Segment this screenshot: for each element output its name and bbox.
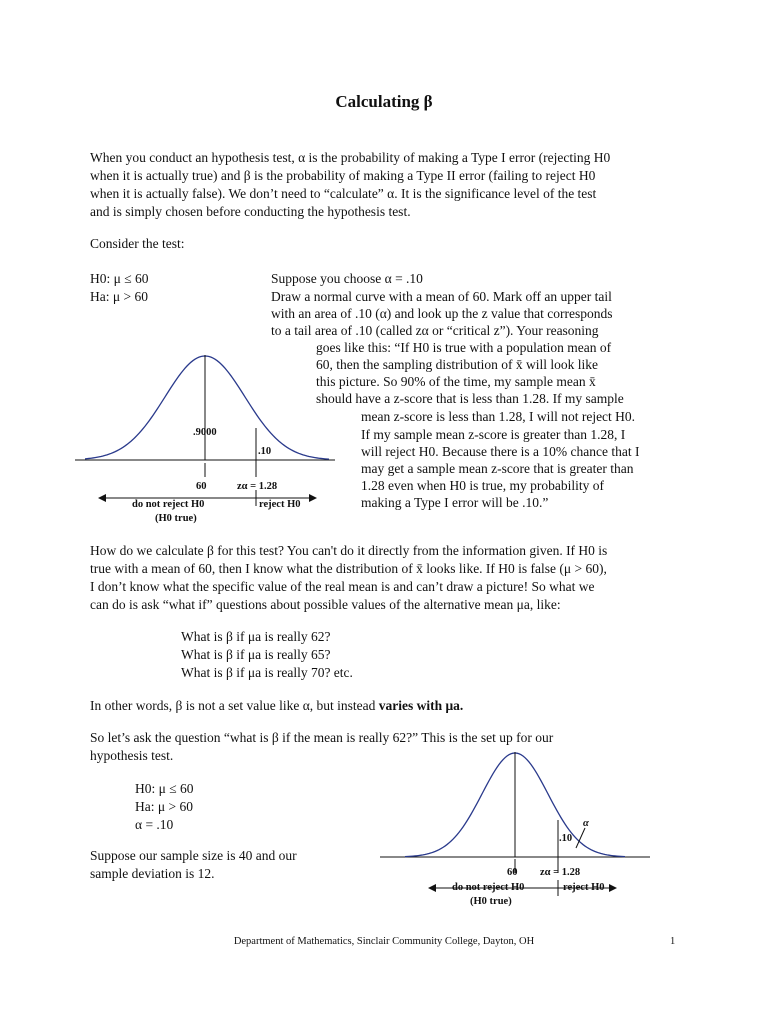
consider-text: Consider the test:: [90, 236, 185, 251]
intro-line: when it is actually false). We don’t need to “calculate” α. It is the significance level of the test: [90, 186, 597, 201]
page-title: Calculating β: [335, 92, 433, 111]
how-line: can do is ask “what if” questions about possible values of the alternative mean μa, like:: [90, 597, 561, 612]
alpha-value: α = .10: [135, 817, 174, 832]
arrow-right-icon: [309, 494, 317, 502]
explain-line: 1.28 even when H0 is true, my probability of: [361, 478, 604, 493]
critical-z-label: zα = 1.28: [540, 867, 581, 878]
null-hypothesis-1: H0: μ ≤ 60: [90, 271, 149, 286]
arrow-left-icon: [428, 884, 436, 892]
other-words-normal: In other words, β is not a set value like α, but instead: [90, 698, 376, 713]
alt-hypothesis-2: Ha: μ > 60: [135, 799, 193, 814]
explain-line: to a tail area of .10 (called zα or “critical z”). Your reasoning: [271, 323, 599, 338]
list-item: What is β if μa is really 62?: [181, 629, 331, 644]
explain-line: should have a z-score that is less than 1.28. If my sample: [316, 391, 624, 406]
explain-line: with an area of .10 (α) and look up the z value that corresponds: [271, 306, 613, 321]
footer-department: Department of Mathematics, Sinclair Community College, Dayton, OH: [233, 936, 535, 947]
area-label-left: .9000: [193, 427, 217, 438]
how-line: I don’t know what the specific value of the real mean is and can’t draw a picture! So what we: [90, 579, 595, 594]
intro-paragraph: [90, 149, 610, 221]
area-label-right: .10: [559, 833, 573, 844]
what-if-list: [181, 628, 353, 682]
arrow-left-icon: [98, 494, 106, 502]
explain-line: mean z-score is less than 1.28, I will not reject H0.: [361, 409, 636, 424]
explain-line: If my sample mean z-score is greater than 1.28, I: [361, 427, 626, 442]
test-2-hypotheses: [135, 780, 194, 834]
how-line: true with a mean of 60, then I know what the distribution of x̄ looks like. If H0 is false (μ > 60),: [90, 561, 607, 576]
bell-curve: [85, 356, 329, 459]
page-number: 1: [670, 936, 676, 947]
explain-line: Draw a normal curve with a mean of 60. Mark off an upper tail: [271, 289, 612, 304]
list-item: What is β if μa is really 70? etc.: [181, 665, 353, 680]
setup-line: So let’s ask the question “what is β if the mean is really 62?” This is the set up for our: [90, 730, 554, 745]
explain-line: may get a sample mean z-score that is greater than: [361, 461, 634, 476]
reject-label: reject H0: [563, 882, 605, 893]
how-paragraph: [90, 542, 607, 614]
alpha-label: α: [583, 818, 589, 829]
explain-line: this picture. So 90% of the time, my sample mean x̄: [316, 374, 596, 389]
explain-line: goes like this: “If H0 is true with a population mean of: [316, 340, 612, 355]
setup-line: hypothesis test.: [90, 748, 174, 763]
critical-z-label: zα = 1.28: [237, 481, 278, 492]
null-hypothesis-2: H0: μ ≤ 60: [135, 781, 194, 796]
h0-true-label: (H0 true): [155, 513, 197, 524]
sample-line: Suppose our sample size is 40 and our: [90, 848, 297, 863]
explain-line: Suppose you choose α = .10: [271, 271, 423, 286]
explain-line: 60, then the sampling distribution of x̄ will look like: [316, 357, 598, 372]
do-not-reject-label: do not reject H0: [132, 499, 205, 510]
area-label-right: .10: [258, 446, 272, 457]
list-item: What is β if μa is really 65?: [181, 647, 331, 662]
explain-line: will reject H0. Because there is a 10% chance that I: [361, 444, 640, 459]
intro-line: when it is actually true) and β is the probability of making a Type II error (failing to reject H0: [90, 168, 596, 183]
sample-text: [90, 847, 297, 883]
sample-line: sample deviation is 12.: [90, 866, 215, 881]
explain-line: making a Type I error will be .10.”: [361, 495, 549, 510]
mean-label: 60: [196, 481, 207, 492]
alt-hypothesis-1: Ha: μ > 60: [90, 289, 148, 304]
do-not-reject-label: do not reject H0: [452, 882, 525, 893]
reject-label: reject H0: [259, 499, 301, 510]
how-line: How do we calculate β for this test? You can't do it directly from the information given. If H0 is: [90, 543, 608, 558]
other-words-bold: varies with μa.: [378, 698, 464, 713]
mean-label: 60: [507, 867, 518, 878]
intro-line: and is simply chosen before conducting the hypothesis test.: [90, 204, 411, 219]
intro-line: When you conduct an hypothesis test, α is the probability of making a Type I error (rejecting H0: [90, 150, 611, 165]
h0-true-label: (H0 true): [470, 896, 512, 907]
arrow-right-icon: [609, 884, 617, 892]
other-words-text: [90, 697, 463, 715]
